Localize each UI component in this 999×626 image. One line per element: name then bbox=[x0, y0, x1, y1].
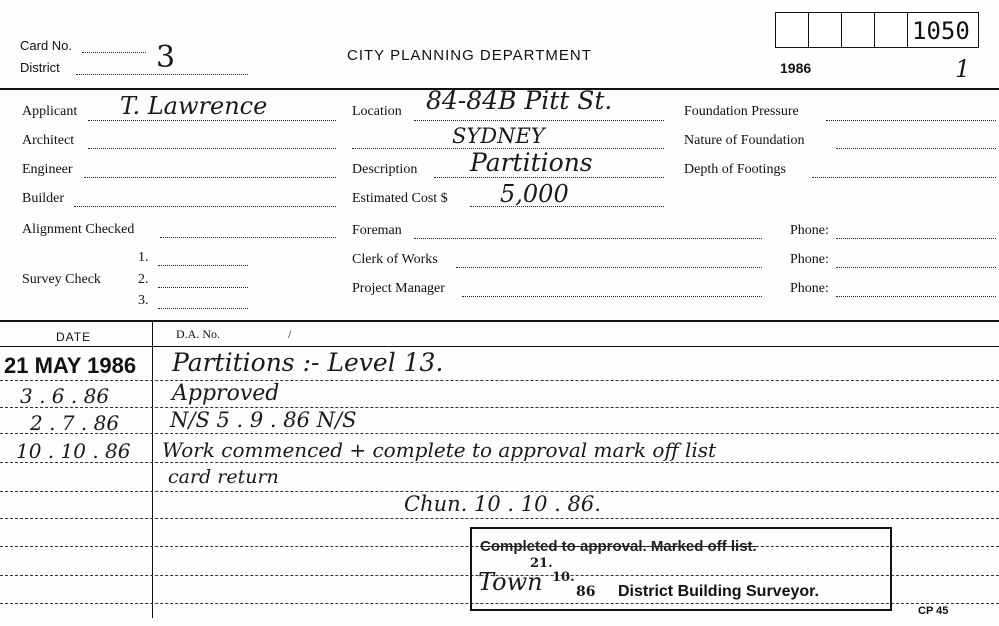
entry-text: Approved bbox=[172, 381, 280, 406]
description-line bbox=[434, 177, 664, 178]
entry-date: 2 . 7 . 86 bbox=[30, 411, 120, 435]
log-divider bbox=[0, 320, 999, 322]
project-manager-label: Project Manager bbox=[352, 281, 445, 296]
builder-label: Builder bbox=[22, 191, 64, 206]
entry-date: 21 MAY 1986 bbox=[4, 353, 137, 378]
clerk-line bbox=[456, 267, 762, 268]
entry-date: 10 . 10 . 86 bbox=[16, 439, 131, 463]
district-label: District bbox=[20, 60, 60, 75]
builder-line bbox=[74, 206, 336, 207]
log-rule bbox=[0, 407, 999, 408]
number-box bbox=[874, 12, 908, 48]
form-code: CP 45 bbox=[918, 605, 949, 617]
survey-3-label: 3. bbox=[138, 293, 149, 308]
cost-value: 5,000 bbox=[500, 180, 569, 208]
nature-of-foundation-line bbox=[836, 148, 996, 149]
foreman-label: Foreman bbox=[352, 223, 402, 238]
da-no-value: / bbox=[288, 327, 292, 341]
entry-text: card return bbox=[168, 466, 279, 488]
stamp-surveyor-title: District Building Surveyor. bbox=[618, 583, 819, 600]
architect-line bbox=[88, 148, 336, 149]
description-label: Description bbox=[352, 162, 418, 177]
survey-2-label: 2. bbox=[138, 272, 149, 287]
clerk-phone-line bbox=[836, 267, 996, 268]
department-title: CITY PLANNING DEPARTMENT bbox=[347, 47, 592, 64]
survey-3-line bbox=[158, 308, 248, 309]
entry-date: 3 . 6 . 86 bbox=[20, 384, 110, 408]
alignment-label: Alignment Checked bbox=[22, 222, 135, 237]
depth-of-footings-line bbox=[812, 177, 996, 178]
applicant-label: Applicant bbox=[22, 104, 78, 119]
log-rule bbox=[0, 518, 999, 519]
survey-1-label: 1. bbox=[138, 250, 149, 265]
alignment-line bbox=[160, 237, 336, 238]
entry-text: Partitions :- Level 13. bbox=[172, 348, 444, 377]
entry-text: N/S 5 . 9 . 86 N/S bbox=[170, 408, 357, 432]
entry-text: Work commenced + complete to approval mark off list bbox=[162, 438, 717, 462]
stamp-date-year: 86 bbox=[576, 584, 596, 600]
year: 1986 bbox=[780, 60, 812, 76]
card-number: 1050 bbox=[912, 17, 970, 45]
district-value: 3 bbox=[156, 40, 176, 75]
foundation-pressure-label: Foundation Pressure bbox=[684, 104, 799, 119]
stamp-date-day: 21. bbox=[530, 556, 553, 571]
clerk-label: Clerk of Works bbox=[352, 252, 438, 267]
pm-phone-label: Phone: bbox=[790, 281, 829, 296]
engineer-label: Engineer bbox=[22, 162, 73, 177]
architect-label: Architect bbox=[22, 133, 75, 148]
pm-phone-line bbox=[836, 296, 996, 297]
entry-text: Chun. 10 . 10 . 86. bbox=[404, 492, 601, 516]
foreman-line bbox=[414, 238, 762, 239]
log-rule bbox=[0, 433, 999, 434]
nature-of-foundation-label: Nature of Foundation bbox=[684, 133, 805, 148]
location-value: 84-84B Pitt St. bbox=[426, 86, 613, 115]
foreman-phone-label: Phone: bbox=[790, 223, 829, 238]
card-no-label: Card No. bbox=[20, 38, 73, 53]
survey-check-label: Survey Check bbox=[22, 272, 101, 287]
location-line bbox=[414, 120, 664, 121]
stamp-signature: Town bbox=[478, 568, 543, 596]
date-column-divider bbox=[152, 320, 153, 618]
card-no-line bbox=[82, 52, 146, 53]
depth-of-footings-label: Depth of Footings bbox=[684, 162, 786, 177]
applicant-value: T. Lawrence bbox=[120, 92, 268, 120]
da-no-header: D.A. No. bbox=[176, 327, 220, 341]
log-rule bbox=[0, 380, 999, 381]
foundation-pressure-line bbox=[826, 120, 996, 121]
location-label: Location bbox=[352, 104, 402, 119]
project-manager-line bbox=[462, 296, 762, 297]
log-header-rule bbox=[0, 346, 999, 347]
cost-label: Estimated Cost $ bbox=[352, 191, 448, 206]
year-mark: 1 bbox=[955, 55, 971, 83]
survey-1-line bbox=[158, 265, 248, 266]
number-box bbox=[808, 12, 842, 48]
number-box bbox=[841, 12, 875, 48]
foreman-phone-line bbox=[836, 238, 996, 239]
description-value: Partitions bbox=[470, 148, 593, 177]
stamp-completed-text: Completed to approval. Marked off list. bbox=[480, 538, 757, 555]
number-box bbox=[775, 12, 809, 48]
clerk-phone-label: Phone: bbox=[790, 252, 829, 267]
date-header: DATE bbox=[56, 330, 92, 344]
stamp-date-month: 10. bbox=[552, 570, 575, 585]
log-rule bbox=[0, 462, 999, 463]
location-value-2: SYDNEY bbox=[452, 124, 545, 148]
engineer-line bbox=[84, 177, 336, 178]
survey-2-line bbox=[158, 287, 248, 288]
applicant-line bbox=[88, 120, 336, 121]
